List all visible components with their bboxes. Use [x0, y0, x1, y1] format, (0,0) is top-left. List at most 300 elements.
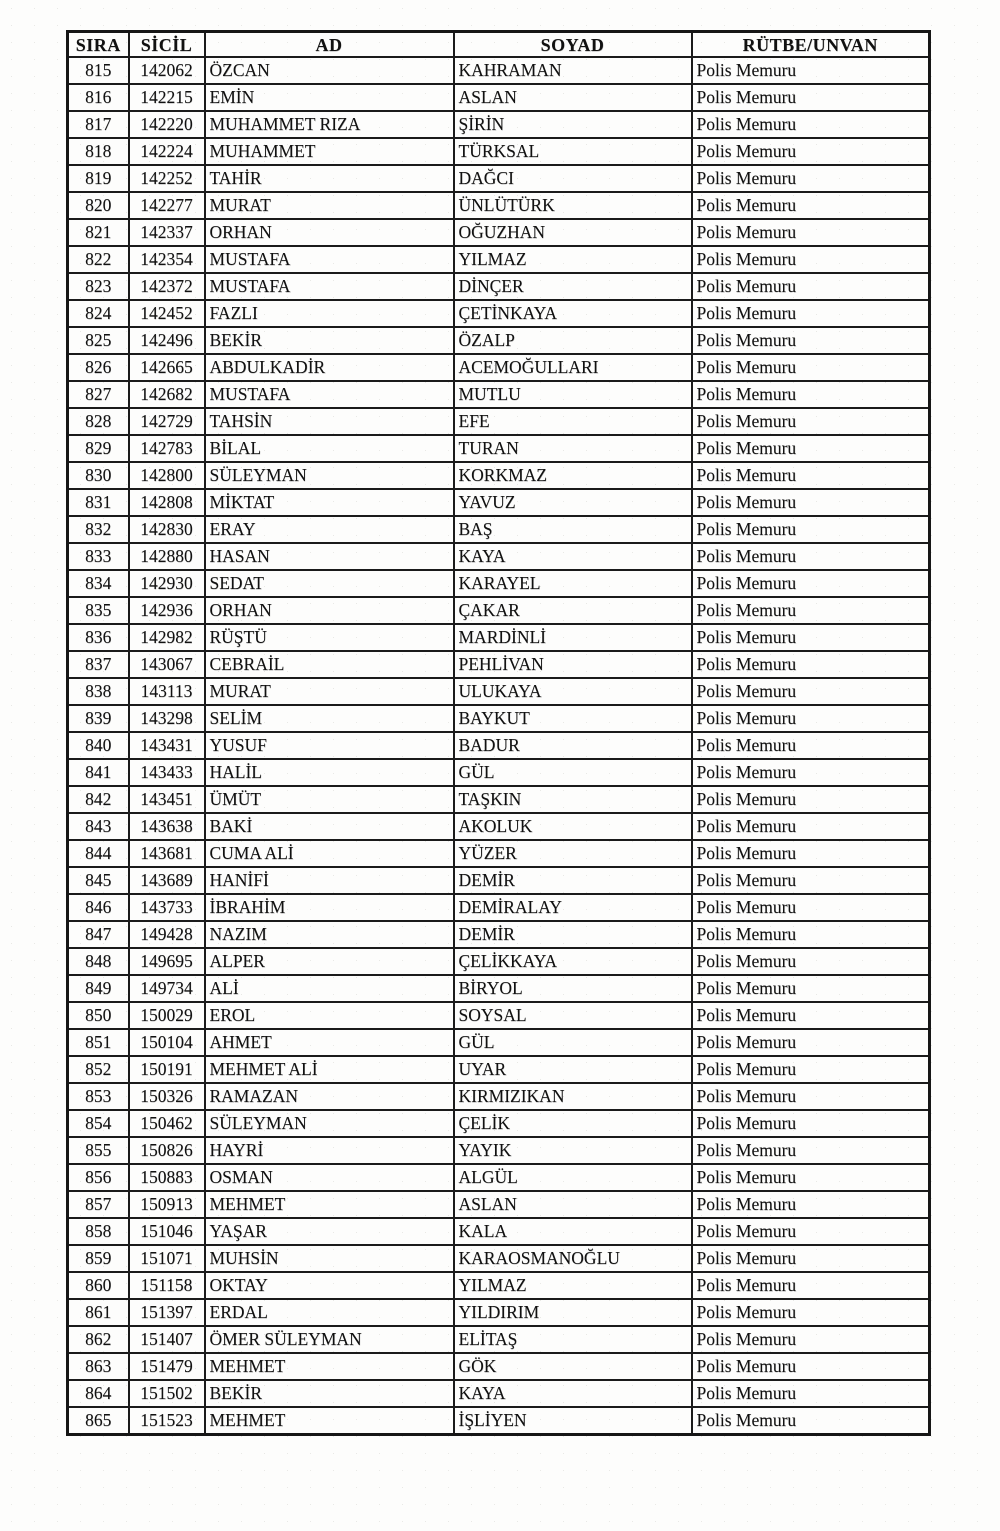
- table-row: [68, 408, 930, 435]
- table-row: [68, 300, 930, 327]
- table-row: [68, 57, 930, 84]
- cell-sicil: 142277: [129, 192, 205, 219]
- cell-sira: 825: [68, 327, 129, 354]
- cell-ad: SEDAT: [205, 570, 454, 597]
- table-row: [68, 1299, 930, 1326]
- cell-ad: HALİL: [205, 759, 454, 786]
- cell-ad: YAŞAR: [205, 1218, 454, 1245]
- cell-sicil: 142215: [129, 84, 205, 111]
- cell-rutbe: Polis Memuru: [692, 840, 930, 867]
- cell-rutbe: Polis Memuru: [692, 246, 930, 273]
- cell-rutbe: Polis Memuru: [692, 732, 930, 759]
- cell-ad: ORHAN: [205, 219, 454, 246]
- cell-soyad: ÇETİNKAYA: [454, 300, 692, 327]
- cell-sicil: 143067: [129, 651, 205, 678]
- cell-ad: SÜLEYMAN: [205, 1110, 454, 1137]
- cell-sira: 846: [68, 894, 129, 921]
- cell-sira: 817: [68, 111, 129, 138]
- cell-soyad: ELİTAŞ: [454, 1326, 692, 1353]
- cell-sicil: 142220: [129, 111, 205, 138]
- cell-sicil: 142982: [129, 624, 205, 651]
- cell-sicil: 151407: [129, 1326, 205, 1353]
- cell-sicil: 151397: [129, 1299, 205, 1326]
- cell-ad: HAYRİ: [205, 1137, 454, 1164]
- cell-sira: 823: [68, 273, 129, 300]
- table-row: [68, 489, 930, 516]
- cell-soyad: GÜL: [454, 759, 692, 786]
- cell-ad: MUHAMMET RIZA: [205, 111, 454, 138]
- cell-soyad: ÇELİK: [454, 1110, 692, 1137]
- cell-rutbe: Polis Memuru: [692, 624, 930, 651]
- cell-ad: OKTAY: [205, 1272, 454, 1299]
- cell-rutbe: Polis Memuru: [692, 1326, 930, 1353]
- cell-ad: BAKİ: [205, 813, 454, 840]
- cell-rutbe: Polis Memuru: [692, 786, 930, 813]
- cell-soyad: YILDIRIM: [454, 1299, 692, 1326]
- cell-ad: RAMAZAN: [205, 1083, 454, 1110]
- table-row: [68, 462, 930, 489]
- cell-soyad: ÖZALP: [454, 327, 692, 354]
- cell-ad: BEKİR: [205, 327, 454, 354]
- cell-soyad: TÜRKSAL: [454, 138, 692, 165]
- table-row: [68, 597, 930, 624]
- table-row: [68, 246, 930, 273]
- cell-rutbe: Polis Memuru: [692, 759, 930, 786]
- table-row: [68, 165, 930, 192]
- table-row: [68, 624, 930, 651]
- cell-rutbe: Polis Memuru: [692, 57, 930, 84]
- cell-sira: 835: [68, 597, 129, 624]
- table-row: [68, 1002, 930, 1029]
- cell-sira: 832: [68, 516, 129, 543]
- cell-soyad: DEMİR: [454, 867, 692, 894]
- cell-soyad: İŞLİYEN: [454, 1407, 692, 1435]
- cell-soyad: GÜL: [454, 1029, 692, 1056]
- cell-sira: 859: [68, 1245, 129, 1272]
- table-row: [68, 1083, 930, 1110]
- document-page: [66, 30, 928, 1436]
- table-row: [68, 219, 930, 246]
- cell-rutbe: Polis Memuru: [692, 894, 930, 921]
- cell-rutbe: Polis Memuru: [692, 84, 930, 111]
- table-row: [68, 1056, 930, 1083]
- table-row: [68, 1029, 930, 1056]
- cell-soyad: KIRMIZIKAN: [454, 1083, 692, 1110]
- cell-ad: SÜLEYMAN: [205, 462, 454, 489]
- cell-sira: 843: [68, 813, 129, 840]
- cell-rutbe: Polis Memuru: [692, 111, 930, 138]
- cell-sira: 844: [68, 840, 129, 867]
- cell-sira: 834: [68, 570, 129, 597]
- cell-sicil: 149695: [129, 948, 205, 975]
- table-row: [68, 273, 930, 300]
- cell-soyad: YILMAZ: [454, 246, 692, 273]
- cell-ad: FAZLI: [205, 300, 454, 327]
- cell-sicil: 150104: [129, 1029, 205, 1056]
- cell-ad: TAHSİN: [205, 408, 454, 435]
- cell-sira: 828: [68, 408, 129, 435]
- cell-ad: MEHMET: [205, 1191, 454, 1218]
- cell-sira: 826: [68, 354, 129, 381]
- cell-rutbe: Polis Memuru: [692, 165, 930, 192]
- cell-rutbe: Polis Memuru: [692, 867, 930, 894]
- cell-soyad: YAVUZ: [454, 489, 692, 516]
- cell-ad: İBRAHİM: [205, 894, 454, 921]
- cell-rutbe: Polis Memuru: [692, 1380, 930, 1407]
- cell-sicil: 143298: [129, 705, 205, 732]
- cell-sicil: 151046: [129, 1218, 205, 1245]
- cell-soyad: PEHLİVAN: [454, 651, 692, 678]
- cell-sicil: 150913: [129, 1191, 205, 1218]
- cell-ad: MEHMET: [205, 1353, 454, 1380]
- cell-soyad: BİRYOL: [454, 975, 692, 1002]
- cell-sicil: 150191: [129, 1056, 205, 1083]
- cell-sira: 837: [68, 651, 129, 678]
- cell-ad: MİKTAT: [205, 489, 454, 516]
- cell-ad: RÜŞTÜ: [205, 624, 454, 651]
- cell-soyad: TURAN: [454, 435, 692, 462]
- cell-sicil: 142830: [129, 516, 205, 543]
- cell-sicil: 142252: [129, 165, 205, 192]
- cell-rutbe: Polis Memuru: [692, 975, 930, 1002]
- table-row: [68, 84, 930, 111]
- cell-sira: 862: [68, 1326, 129, 1353]
- cell-sicil: 143431: [129, 732, 205, 759]
- cell-soyad: SOYSAL: [454, 1002, 692, 1029]
- cell-soyad: GÖK: [454, 1353, 692, 1380]
- table-row: [68, 948, 930, 975]
- cell-sira: 857: [68, 1191, 129, 1218]
- table-row: [68, 651, 930, 678]
- cell-sira: 836: [68, 624, 129, 651]
- cell-ad: ÖZCAN: [205, 57, 454, 84]
- cell-sicil: 142224: [129, 138, 205, 165]
- table-row: [68, 516, 930, 543]
- table-row: [68, 543, 930, 570]
- cell-soyad: KAYA: [454, 543, 692, 570]
- cell-sicil: 150883: [129, 1164, 205, 1191]
- cell-ad: BİLAL: [205, 435, 454, 462]
- cell-rutbe: Polis Memuru: [692, 1083, 930, 1110]
- cell-rutbe: Polis Memuru: [692, 678, 930, 705]
- table-row: [68, 705, 930, 732]
- cell-sira: 848: [68, 948, 129, 975]
- cell-rutbe: Polis Memuru: [692, 192, 930, 219]
- cell-soyad: KAYA: [454, 1380, 692, 1407]
- cell-sicil: 142880: [129, 543, 205, 570]
- cell-sira: 819: [68, 165, 129, 192]
- cell-soyad: ŞİRİN: [454, 111, 692, 138]
- cell-ad: AHMET: [205, 1029, 454, 1056]
- cell-ad: YUSUF: [205, 732, 454, 759]
- cell-rutbe: Polis Memuru: [692, 327, 930, 354]
- cell-ad: MURAT: [205, 192, 454, 219]
- cell-sicil: 150462: [129, 1110, 205, 1137]
- cell-soyad: ALGÜL: [454, 1164, 692, 1191]
- cell-ad: ERAY: [205, 516, 454, 543]
- table-row: [68, 435, 930, 462]
- table-row: [68, 921, 930, 948]
- table-row: [68, 1245, 930, 1272]
- cell-rutbe: Polis Memuru: [692, 651, 930, 678]
- cell-soyad: DEMİRALAY: [454, 894, 692, 921]
- cell-sicil: 142930: [129, 570, 205, 597]
- cell-soyad: OĞUZHAN: [454, 219, 692, 246]
- cell-sira: 860: [68, 1272, 129, 1299]
- cell-soyad: KAHRAMAN: [454, 57, 692, 84]
- cell-rutbe: Polis Memuru: [692, 948, 930, 975]
- cell-ad: MEHMET ALİ: [205, 1056, 454, 1083]
- cell-rutbe: Polis Memuru: [692, 1272, 930, 1299]
- table-row: [68, 1137, 930, 1164]
- cell-sira: 818: [68, 138, 129, 165]
- cell-rutbe: Polis Memuru: [692, 1164, 930, 1191]
- cell-sicil: 143638: [129, 813, 205, 840]
- cell-sicil: 142800: [129, 462, 205, 489]
- cell-soyad: TAŞKIN: [454, 786, 692, 813]
- cell-sira: 833: [68, 543, 129, 570]
- cell-rutbe: Polis Memuru: [692, 1299, 930, 1326]
- cell-ad: MUSTAFA: [205, 273, 454, 300]
- table-row: [68, 1218, 930, 1245]
- cell-sicil: 151523: [129, 1407, 205, 1435]
- cell-rutbe: Polis Memuru: [692, 1110, 930, 1137]
- table-row: [68, 111, 930, 138]
- cell-sira: 864: [68, 1380, 129, 1407]
- cell-sira: 855: [68, 1137, 129, 1164]
- cell-soyad: BADUR: [454, 732, 692, 759]
- cell-sicil: 142936: [129, 597, 205, 624]
- cell-sicil: 142808: [129, 489, 205, 516]
- cell-rutbe: Polis Memuru: [692, 597, 930, 624]
- cell-rutbe: Polis Memuru: [692, 489, 930, 516]
- cell-ad: BEKİR: [205, 1380, 454, 1407]
- cell-rutbe: Polis Memuru: [692, 1245, 930, 1272]
- table-row: [68, 381, 930, 408]
- cell-soyad: ÜNLÜTÜRK: [454, 192, 692, 219]
- cell-sicil: 143733: [129, 894, 205, 921]
- table-row: [68, 354, 930, 381]
- cell-sicil: 142354: [129, 246, 205, 273]
- cell-soyad: BAYKUT: [454, 705, 692, 732]
- cell-ad: CUMA ALİ: [205, 840, 454, 867]
- cell-rutbe: Polis Memuru: [692, 1002, 930, 1029]
- cell-sicil: 150826: [129, 1137, 205, 1164]
- cell-sicil: 143113: [129, 678, 205, 705]
- cell-sicil: 151071: [129, 1245, 205, 1272]
- cell-sira: 815: [68, 57, 129, 84]
- cell-sicil: 149428: [129, 921, 205, 948]
- cell-rutbe: Polis Memuru: [692, 435, 930, 462]
- cell-ad: HANİFİ: [205, 867, 454, 894]
- cell-ad: HASAN: [205, 543, 454, 570]
- table-row: [68, 786, 930, 813]
- cell-rutbe: Polis Memuru: [692, 354, 930, 381]
- cell-soyad: YÜZER: [454, 840, 692, 867]
- personnel-table: [66, 30, 931, 1436]
- cell-sira: 838: [68, 678, 129, 705]
- cell-ad: EROL: [205, 1002, 454, 1029]
- cell-soyad: DİNÇER: [454, 273, 692, 300]
- table-body: [68, 57, 930, 1435]
- cell-sicil: 142729: [129, 408, 205, 435]
- cell-sicil: 142682: [129, 381, 205, 408]
- cell-ad: EMİN: [205, 84, 454, 111]
- cell-sira: 865: [68, 1407, 129, 1435]
- cell-ad: MUSTAFA: [205, 381, 454, 408]
- cell-ad: ABDULKADİR: [205, 354, 454, 381]
- cell-sicil: 142062: [129, 57, 205, 84]
- cell-soyad: ÇAKAR: [454, 597, 692, 624]
- cell-sicil: 142452: [129, 300, 205, 327]
- cell-ad: MUSTAFA: [205, 246, 454, 273]
- cell-ad: ÜMÜT: [205, 786, 454, 813]
- table-row: [68, 327, 930, 354]
- cell-soyad: ASLAN: [454, 84, 692, 111]
- cell-sira: 822: [68, 246, 129, 273]
- cell-sicil: 142783: [129, 435, 205, 462]
- column-header-sira: SIRA: [68, 32, 129, 58]
- cell-sicil: 143681: [129, 840, 205, 867]
- cell-sira: 824: [68, 300, 129, 327]
- table-row: [68, 813, 930, 840]
- cell-rutbe: Polis Memuru: [692, 813, 930, 840]
- table-row: [68, 1164, 930, 1191]
- cell-sira: 861: [68, 1299, 129, 1326]
- cell-sira: 853: [68, 1083, 129, 1110]
- cell-sira: 842: [68, 786, 129, 813]
- cell-soyad: KORKMAZ: [454, 462, 692, 489]
- table-row: [68, 1353, 930, 1380]
- cell-ad: MEHMET: [205, 1407, 454, 1435]
- cell-ad: CEBRAİL: [205, 651, 454, 678]
- table-row: [68, 867, 930, 894]
- cell-sira: 847: [68, 921, 129, 948]
- cell-ad: SELİM: [205, 705, 454, 732]
- column-header-soyad: SOYAD: [454, 32, 692, 58]
- cell-sicil: 143451: [129, 786, 205, 813]
- cell-soyad: KARAOSMANOĞLU: [454, 1245, 692, 1272]
- cell-rutbe: Polis Memuru: [692, 921, 930, 948]
- table-row: [68, 570, 930, 597]
- column-header-rutbe: RÜTBE/UNVAN: [692, 32, 930, 58]
- cell-sira: 841: [68, 759, 129, 786]
- cell-soyad: DEMİR: [454, 921, 692, 948]
- cell-ad: OSMAN: [205, 1164, 454, 1191]
- cell-soyad: AKOLUK: [454, 813, 692, 840]
- cell-sira: 856: [68, 1164, 129, 1191]
- cell-sicil: 142372: [129, 273, 205, 300]
- cell-ad: ALPER: [205, 948, 454, 975]
- cell-soyad: ASLAN: [454, 1191, 692, 1218]
- cell-sicil: 151502: [129, 1380, 205, 1407]
- cell-sira: 845: [68, 867, 129, 894]
- cell-soyad: ÇELİKKAYA: [454, 948, 692, 975]
- cell-rutbe: Polis Memuru: [692, 1353, 930, 1380]
- cell-soyad: UYAR: [454, 1056, 692, 1083]
- table-row: [68, 1326, 930, 1353]
- cell-rutbe: Polis Memuru: [692, 219, 930, 246]
- cell-rutbe: Polis Memuru: [692, 1029, 930, 1056]
- table-row: [68, 840, 930, 867]
- cell-sira: 840: [68, 732, 129, 759]
- cell-sicil: 149734: [129, 975, 205, 1002]
- cell-ad: MUHAMMET: [205, 138, 454, 165]
- cell-ad: NAZIM: [205, 921, 454, 948]
- cell-ad: TAHİR: [205, 165, 454, 192]
- cell-rutbe: Polis Memuru: [692, 1191, 930, 1218]
- cell-sira: 831: [68, 489, 129, 516]
- cell-rutbe: Polis Memuru: [692, 1218, 930, 1245]
- cell-sira: 854: [68, 1110, 129, 1137]
- cell-sira: 858: [68, 1218, 129, 1245]
- table-row: [68, 138, 930, 165]
- cell-soyad: ULUKAYA: [454, 678, 692, 705]
- table-row: [68, 894, 930, 921]
- cell-sira: 821: [68, 219, 129, 246]
- table-row: [68, 1110, 930, 1137]
- cell-ad: ÖMER SÜLEYMAN: [205, 1326, 454, 1353]
- cell-soyad: MUTLU: [454, 381, 692, 408]
- table-row: [68, 1272, 930, 1299]
- cell-sicil: 142496: [129, 327, 205, 354]
- cell-sicil: 150326: [129, 1083, 205, 1110]
- cell-rutbe: Polis Memuru: [692, 273, 930, 300]
- table-row: [68, 192, 930, 219]
- cell-sicil: 142337: [129, 219, 205, 246]
- cell-rutbe: Polis Memuru: [692, 138, 930, 165]
- cell-sira: 830: [68, 462, 129, 489]
- column-header-sicil: SİCİL: [129, 32, 205, 58]
- cell-soyad: BAŞ: [454, 516, 692, 543]
- cell-soyad: DAĞCI: [454, 165, 692, 192]
- table-row: [68, 1407, 930, 1435]
- cell-ad: MURAT: [205, 678, 454, 705]
- cell-rutbe: Polis Memuru: [692, 381, 930, 408]
- table-row: [68, 759, 930, 786]
- cell-sicil: 143689: [129, 867, 205, 894]
- cell-sira: 816: [68, 84, 129, 111]
- cell-sira: 820: [68, 192, 129, 219]
- table-row: [68, 1191, 930, 1218]
- cell-rutbe: Polis Memuru: [692, 408, 930, 435]
- cell-sira: 849: [68, 975, 129, 1002]
- column-header-ad: AD: [205, 32, 454, 58]
- cell-rutbe: Polis Memuru: [692, 462, 930, 489]
- cell-ad: MUHSİN: [205, 1245, 454, 1272]
- cell-sicil: 142665: [129, 354, 205, 381]
- cell-soyad: KALA: [454, 1218, 692, 1245]
- cell-sira: 851: [68, 1029, 129, 1056]
- cell-rutbe: Polis Memuru: [692, 543, 930, 570]
- table-row: [68, 975, 930, 1002]
- cell-rutbe: Polis Memuru: [692, 516, 930, 543]
- cell-ad: ORHAN: [205, 597, 454, 624]
- cell-rutbe: Polis Memuru: [692, 300, 930, 327]
- cell-sicil: 143433: [129, 759, 205, 786]
- cell-sira: 827: [68, 381, 129, 408]
- cell-soyad: EFE: [454, 408, 692, 435]
- cell-sira: 839: [68, 705, 129, 732]
- cell-rutbe: Polis Memuru: [692, 570, 930, 597]
- cell-sicil: 151479: [129, 1353, 205, 1380]
- table-row: [68, 1380, 930, 1407]
- cell-sira: 852: [68, 1056, 129, 1083]
- cell-soyad: YILMAZ: [454, 1272, 692, 1299]
- cell-soyad: MARDİNLİ: [454, 624, 692, 651]
- cell-sira: 850: [68, 1002, 129, 1029]
- cell-rutbe: Polis Memuru: [692, 705, 930, 732]
